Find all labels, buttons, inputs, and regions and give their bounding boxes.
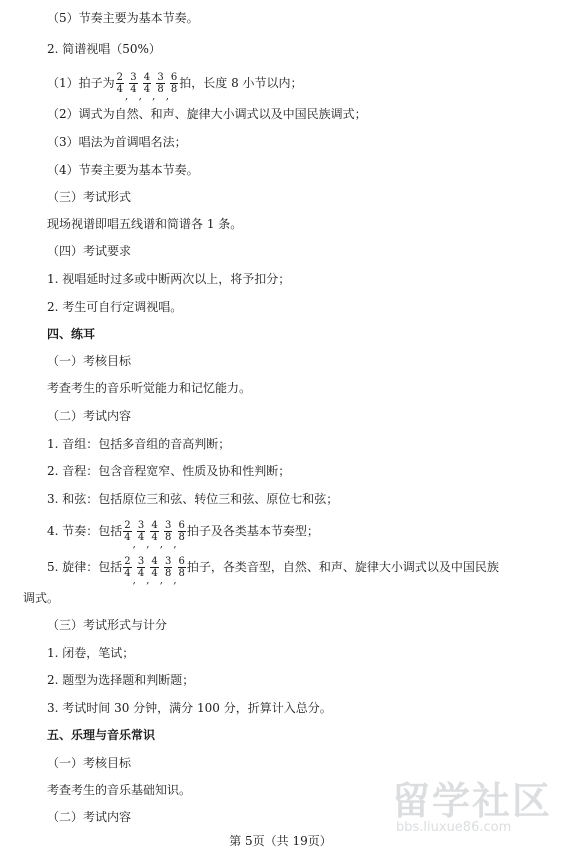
list-item: 2. 考生可自行定调视唱。 [47,300,183,314]
separator: , [138,91,142,102]
subsection-heading: （二）考试内容 [47,810,132,824]
time-signature-denominator: 4 [137,568,145,579]
separator: , [159,575,163,586]
separator: , [146,575,150,586]
list-item: 1. 视唱延时过多或中断两次以上，将予扣分； [47,272,291,286]
section-title: 四、练耳 [47,327,96,341]
time-signature-denominator: 4 [143,84,151,95]
list-item: （3）唱法为首调唱名法； [47,135,187,149]
list-item: 5. 旋律：包括 $\frac{2}{4}$ , $\frac{3}{4}$ , $\frac{4}{4}$ , $\frac{3}{8}$ , $\frac{6}{8}$ 拍子，各类音型，自然、和声、旋律大小调式以及中国民族 [47,556,499,579]
time-signature-numerator: 3 [137,556,145,567]
subsection-heading: （一）考核目标 [47,756,132,770]
time-signature [123,520,131,543]
list-item: 1. 音组：包括多音组的音高判断； [47,437,231,451]
separator: , [146,539,150,550]
section-heading: 2. 简谱视唱（50%） [47,42,161,56]
list-item: 1. 闭卷，笔试； [47,646,135,660]
separator: , [152,91,156,102]
subsection-heading: （二）考试内容 [47,409,132,423]
time-signature-numerator: 4 [151,520,158,531]
time-signature-group [115,72,180,102]
separator: , [159,539,163,550]
time-signature-numerator: 2 [124,520,131,531]
separator: , [125,91,129,102]
time-signature [164,520,172,543]
time-signature-denominator: 8 [164,568,172,579]
list-item: （2）调式为自然、和声、旋律大小调式以及中国民族调式； [47,107,367,121]
time-signature [143,72,151,95]
time-signature-numerator: 4 [151,556,158,567]
time-signature-denominator: 8 [178,568,185,579]
subsection-heading: （一）考核目标 [47,354,132,368]
time-signature [137,520,145,543]
time-signature-denominator: 4 [124,532,131,543]
time-signature-denominator: 4 [137,532,145,543]
time-signature-numerator: 3 [164,556,172,567]
list-item: 4. 节奏：包括 $\frac{2}{4}$ , $\frac{3}{4}$ , $\frac{4}{4}$ , $\frac{3}{8}$ , $\frac{6}{8}$ 拍子及各类基本节奏型； [47,520,319,543]
time-signature [178,520,186,543]
time-signature-denominator: 4 [151,532,158,543]
list-item: （1）拍子为 $\frac{2}{4}$ , $\frac{3}{4}$ , $\frac{4}{4}$ , $\frac{3}{8}$ , $\frac{6}{8}$ 拍，长度 8 小节以内； [47,72,303,95]
time-signature-denominator: 8 [170,84,178,95]
separator: , [173,539,177,550]
list-item: 3. 和弦：包括原位三和弦、转位三和弦、原位七和弦； [47,492,339,506]
list-item: （5）节奏主要为基本节奏。 [47,11,199,25]
separator: , [132,575,136,586]
time-signature-numerator: 6 [170,72,178,83]
time-signature-group [122,556,187,586]
watermark-title: 留学社区 [392,779,553,823]
time-signature-denominator: 4 [124,568,131,579]
subsection-heading: （三）考试形式 [47,190,132,204]
paragraph: 调式。 [23,591,60,605]
time-signature-denominator: 8 [178,532,185,543]
time-signature-denominator: 8 [164,532,172,543]
page-footer: 第 5页（共 19页） [229,834,332,848]
watermark-url: bbs.liuxue86.com [396,820,512,835]
time-signature [129,72,137,95]
time-signature-numerator: 2 [116,72,124,83]
list-item: 3. 考试时间 30 分钟，满分 100 分，折算计入总分。 [47,701,332,715]
subsection-heading: （四）考试要求 [47,244,132,258]
time-signature-numerator: 3 [157,72,164,83]
time-signature-group [122,520,187,550]
time-signature [150,520,158,543]
time-signature-numerator: 4 [143,72,151,83]
time-signature-numerator: 3 [164,520,172,531]
section-title: 五、乐理与音乐常识 [47,728,156,742]
time-signature-denominator: 8 [157,84,164,95]
separator: , [173,575,177,586]
time-signature [123,556,131,579]
time-signature-numerator: 3 [130,72,137,83]
paragraph: 考查考生的音乐听觉能力和记忆能力。 [47,381,252,395]
list-item: （4）节奏主要为基本节奏。 [47,163,199,177]
paragraph: 考查考生的音乐基础知识。 [47,783,192,797]
time-signature [178,556,186,579]
time-signature [137,556,145,579]
separator: , [132,539,136,550]
time-signature-denominator: 4 [130,84,137,95]
time-signature [116,72,124,95]
time-signature-numerator: 2 [124,556,131,567]
paragraph: 现场视谱即唱五线谱和简谱各 1 条。 [47,217,243,231]
time-signature [156,72,164,95]
time-signature-numerator: 6 [178,556,185,567]
time-signature [164,556,172,579]
time-signature-denominator: 4 [116,84,124,95]
list-item: 2. 题型为选择题和判断题； [47,673,195,687]
subsection-heading: （三）考试形式与计分 [47,618,168,632]
time-signature [150,556,158,579]
list-item: 2. 音程：包含音程宽窄、性质及协和性判断； [47,464,291,478]
separator: , [165,91,169,102]
time-signature-denominator: 4 [151,568,158,579]
time-signature-numerator: 6 [178,520,185,531]
time-signature [170,72,178,95]
time-signature-numerator: 3 [137,520,145,531]
